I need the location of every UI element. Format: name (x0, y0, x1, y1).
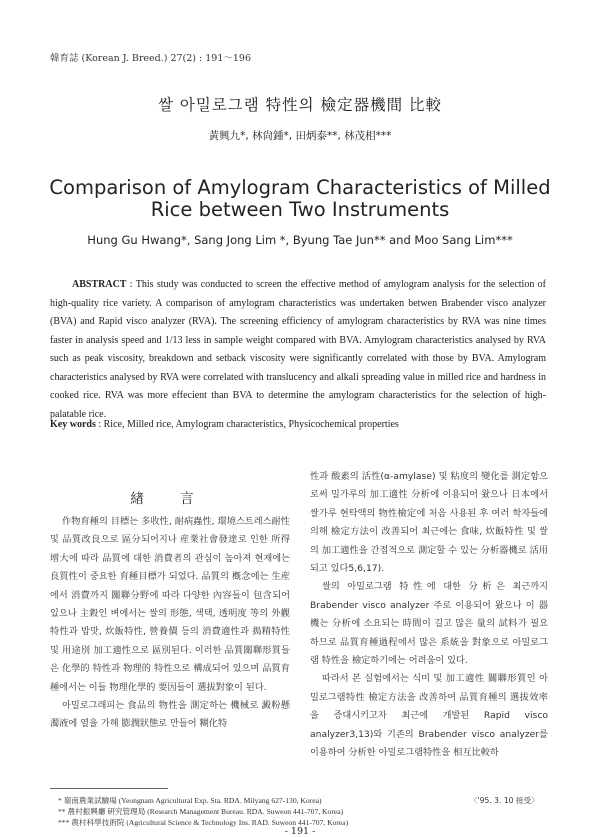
authors-korean: 黃興九*, 林尙鍾*, 田炳泰**, 林茂相*** (208, 130, 392, 142)
footnote: ** 農村振興廳 硏究管理局 (Research Management Bureau. RDA. Suweon 441-707, Korea) (58, 807, 344, 816)
title-english: Comparison of Amylogram Characteristics of Milled Rice between Two Instruments (49, 176, 551, 221)
keywords-label: Key words (50, 419, 96, 430)
running-head: 韓育誌 (Korean J. Breed.) 27(2) : 191～196 (50, 53, 252, 64)
authors-english: Hung Gu Hwang*, Sang Jong Lim *, Byung Tae Jun** and Moo Sang Lim*** (87, 233, 513, 247)
left-column (50, 513, 290, 734)
footnote: * 嶺南農業試驗場 (Yeongnam Agricultural Exp. Sta. RDA. Milyang 627-130, Korea) (58, 796, 322, 805)
paragraph: 아밀로그래피는 食品의 物性을 測定하는 機械로 澱粉懸濁液에 열을 가해 膨潤狀態로 만들어 糊化特 (50, 700, 290, 730)
footnote: *** 農村科學技術院 (Agricultural Science & Technology Ins. RAD. Suweon 441-707, Korea) (58, 818, 349, 827)
received-date: 〈'95. 3. 10 接受〉 (470, 796, 539, 805)
keywords-text: : Rice, Milled rice, Amylogram characteristics, Physicochemical properties (95, 419, 399, 430)
paragraph: 性과 酸素의 活性(α-amylase) 및 粘度의 變化를 測定함으로써 밀가루의 加工適性 分析에 이용되어 왔으나 日本에서 쌀가루 현탁액의 物性檢定에 처음 사용된 후 여러 학자들에 의해 檢定方法이 改善되어 최근에는 食味, 炊飯特性 및 쌀의 加工適性을 간접적으로 測定할 수 있는 分析器機로 活用되고 있다5,6,17). (310, 471, 548, 575)
section-heading-introduction: 緖 言 (130, 491, 210, 507)
page-number: - 191 - (284, 826, 316, 837)
title-korean: 쌀 아밀로그램 特性의 檢定器機間 比較 (157, 96, 443, 114)
abstract-text: : This study was conducted to screen the effective method of amylogram analysis for the selection of high-quality rice variety. A comparison of amylogram characteristics was undertaken betwen Brabender visco analyzer (BVA) and Rapid visco analyzer (RVA). The screening efficiency of amylogram characteristics by RVA was nine times faster in analysis speed and 1/13 less in sample weight compared with BVA. Amylogram characteristics analysed by RVA such as peak viscosity, breakdown and setback viscosity were significantly correlated with those by BVA. Amylogram characteristics analysed by RVA were correlated with translucency and alkali spreading value in milled rice and hardness in cooked rice. RVA was more effecient than BVA to determine the amylogram characteristics for the selection of high-palatable rice. (50, 279, 546, 420)
abstract (50, 276, 546, 424)
footnote-rule (50, 788, 168, 789)
paragraph: 쌀의 아밀로그램 特性에 대한 分析은 최근까지 Brabender visco analyzer 주로 이용되어 왔으나 이 器機는 分析에 소요되는 時間이 길고 많은 量의 試料가 필요하므로 品質育種過程에서 많은 系統을 對象으로 아밀로그램 特性을 檢定하기에는 어려움이 있다. (310, 581, 548, 667)
right-column (310, 468, 548, 763)
abstract-label: ABSTRACT (72, 279, 127, 290)
paragraph: 作物育種의 目標는 多收性, 耐病蟲性, 環境스트레스耐性 및 品質改良으로 區分되어지나 産業社會發達로 인한 所得增大에 따라 品質에 대한 消費者의 관심이 높아져 현재에는 良質性이 중요한 育種目標가 되었다. 品質의 槪念에는 生産에서 消費까지 關聯分野에 따라 다양한 內容들이 包含되어 있으나 主穀인 벼에서는 쌀의 形態, 색택, 透明度 等의 外觀特性과 밥맛, 炊飯特性, 營養價 등의 消費適性과 搗精特性 및 用途別 加工適性으로 區別된다. 이러한 品質關聯形質들은 化學的 特性과 物理的 特性으로 構成되어 있으며 品質育種에서는 이들 物理化學的 要因들이 選拔對象이 된다. (50, 516, 290, 693)
keywords (50, 419, 546, 430)
paragraph: 따라서 본 실험에서는 식미 및 加工適性 關聯形質인 아밀로그램特性 檢定方法을 改善하여 品質育種의 選拔效率을 증대시키고자 최근에 개발된 Rapid visco analyzer3,13)와 기존의 Brabender visco analyzer를 이용하여 分析한 아밀로그램特性을 相互比較하 (310, 673, 548, 759)
